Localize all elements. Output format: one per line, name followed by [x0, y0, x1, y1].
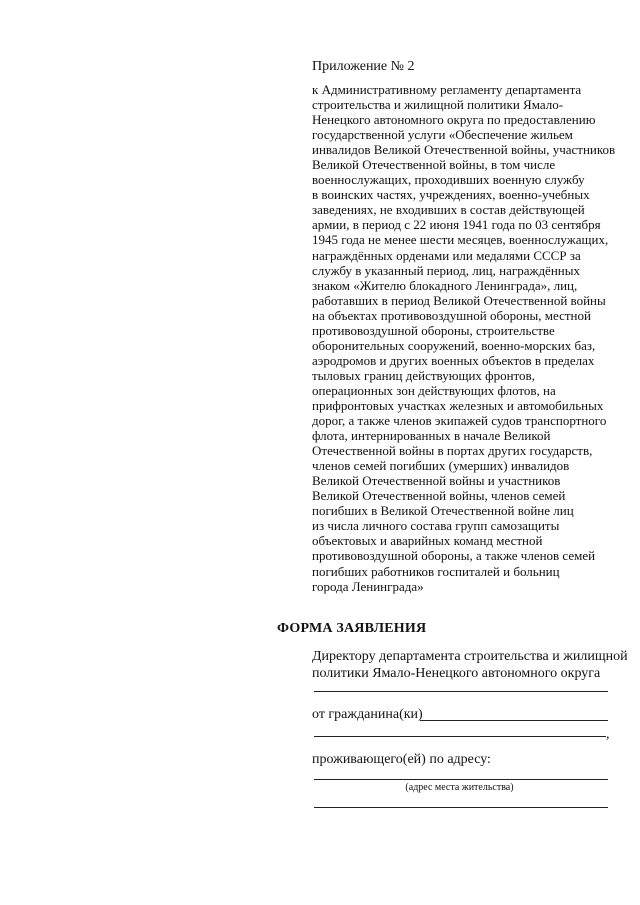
addressee-line: Директору департамента строительства и жилищной: [312, 649, 628, 664]
appendix-line: на объектах противовоздушной обороны, местной: [312, 307, 591, 323]
appendix-line: Великой Отечественной войны и участников: [312, 473, 561, 489]
citizen-name-line-2[interactable]: [314, 736, 606, 737]
form-title: ФОРМА ЗАЯВЛЕНИЯ: [277, 621, 427, 636]
appendix-line: членов семей погибших (умерших) инвалидов: [312, 458, 570, 474]
appendix-line: государственной услуги «Обеспечение жильем: [312, 127, 573, 143]
addressee-block: [312, 648, 628, 682]
appendix-line: города Ленинграда»: [312, 578, 424, 594]
residence-label: проживающего(ей) по адресу:: [312, 752, 491, 767]
appendix-line: армии, в период с 22 июня 1941 года по 03 сентября: [312, 217, 601, 233]
appendix-line: дорог, а также членов экипажей судов транспортного: [312, 413, 607, 429]
address-caption: (адрес места жительства): [405, 782, 514, 793]
appendix-line: службу в указанный период, лиц, награждённых: [312, 262, 580, 278]
appendix-line: прифронтовых участках железных и автомобильных: [312, 397, 604, 413]
appendix-line: погибших в Великой Отечественной войне лиц: [312, 503, 574, 519]
appendix-line: Великой Отечественной войны, в том числе: [312, 157, 556, 173]
appendix-line: погибших работников госпиталей и больниц: [312, 563, 560, 579]
appendix-title: Приложение № 2: [312, 59, 415, 74]
appendix-line: 1945 года не менее шести месяцев, военнослужащих,: [312, 232, 609, 248]
appendix-line: Ненецкого автономного округа по предоставлению: [312, 112, 596, 128]
address-line[interactable]: [314, 779, 608, 780]
appendix-line: инвалидов Великой Отечественной войны, участников: [312, 142, 616, 158]
citizen-name-line[interactable]: [420, 720, 608, 721]
appendix-line: аэродромов и других военных объектов в пределах: [312, 352, 595, 368]
appendix-line: награждённых орденами или медалями СССР за: [312, 247, 581, 263]
appendix-line: Отечественной войны в портах других государств,: [312, 443, 593, 459]
appendix-line: противовоздушной обороны, а также членов семей: [312, 548, 596, 564]
appendix-line: работавших в период Великой Отечественной войны: [312, 292, 606, 308]
appendix-line: операционных зон действующих флотов, на: [312, 382, 556, 398]
appendix-line: Великой Отечественной войны, членов семей: [312, 488, 566, 504]
appendix-line: из числа личного состава групп самозащиты: [312, 518, 560, 534]
appendix-line: знаком «Жителю блокадного Ленинграда», лиц,: [312, 277, 578, 293]
appendix-line: тыловых границ действующих фронтов,: [312, 367, 535, 383]
appendix-body: [312, 82, 615, 594]
appendix-line: оборонительных сооружений, военно-морских баз,: [312, 337, 596, 353]
addressee-line: политики Ямало-Ненецкого автономного округа: [312, 666, 601, 681]
appendix-line: в воинских частях, учреждениях, военно-учебных: [312, 187, 590, 203]
appendix-line: флота, интернированных в начале Великой: [312, 428, 551, 444]
appendix-line: строительства и жилищной политики Ямало-: [312, 97, 564, 113]
appendix-line: военнослужащих, проходивших военную службу: [312, 172, 585, 188]
from-citizen-label: от гражданина(ки): [312, 707, 423, 722]
appendix-line: противовоздушной обороны, строительстве: [312, 322, 555, 338]
addressee-name-line[interactable]: [314, 691, 608, 692]
appendix-line: к Административному регламенту департамента: [312, 82, 582, 97]
appendix-line: объектовых и аварийных команд местной: [312, 533, 543, 549]
address-line-2[interactable]: [314, 807, 608, 808]
comma-mark: ,: [606, 727, 610, 742]
appendix-line: заведениях, не входивших в состав действующей: [312, 202, 585, 218]
